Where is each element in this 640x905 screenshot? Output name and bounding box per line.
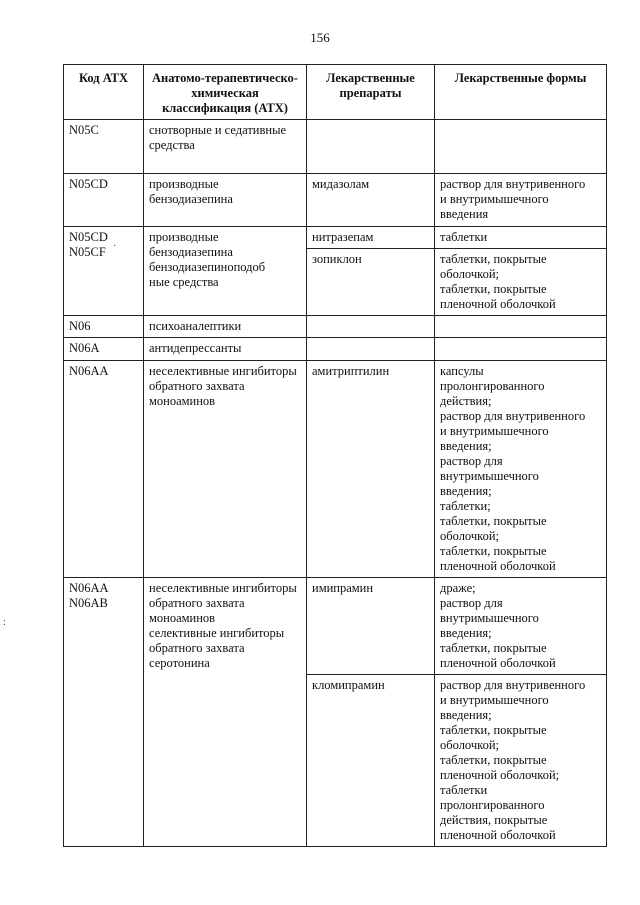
atx-classification-cell: неселективные ингибиторы обратного захвата моноаминов селективные ингибиторы обратного захвата серотонина	[144, 578, 307, 847]
atx-classification-cell: неселективные ингибиторы обратного захвата моноаминов	[144, 361, 307, 578]
atx-code-cell: N06AA N06AB	[64, 578, 144, 847]
drug-cell	[307, 338, 435, 361]
dosage-form-cell	[435, 338, 607, 361]
margin-mark: ·	[113, 241, 117, 252]
drug-cell: кломипрамин	[307, 675, 435, 847]
dosage-form-cell: таблетки	[435, 227, 607, 249]
drug-cell	[307, 120, 435, 174]
atx-code-cell: N06AA	[64, 361, 144, 578]
atx-code-cell: N05C	[64, 120, 144, 174]
header-atx-classification: Анатомо-терапевтическо- химическая классификация (АТХ)	[144, 65, 307, 120]
dosage-form-cell: драже; раствор для внутримышечного введения; таблетки, покрытые пленочной оболочкой	[435, 578, 607, 675]
dosage-form-cell	[435, 120, 607, 174]
drug-cell	[307, 316, 435, 338]
table-row	[64, 227, 607, 249]
atx-classification-table	[63, 64, 607, 847]
atx-classification-cell: снотворные и седативные средства	[144, 120, 307, 174]
atx-classification-cell: антидепрессанты	[144, 338, 307, 361]
atx-code-cell: N06A	[64, 338, 144, 361]
atx-code-cell: N05CD N05CF	[64, 227, 144, 316]
drug-cell: имипрамин	[307, 578, 435, 675]
table-row	[64, 316, 607, 338]
atx-classification-cell: психоаналептики	[144, 316, 307, 338]
atx-code-cell: N06	[64, 316, 144, 338]
dosage-form-cell	[435, 316, 607, 338]
margin-mark: :	[3, 617, 6, 628]
table-row	[64, 174, 607, 227]
drug-cell: мидазолам	[307, 174, 435, 227]
dosage-form-cell: раствор для внутривенного и внутримышечного введения; таблетки, покрытые оболочкой; таблетки, покрытые пленочной оболочкой; таблетки пролонгированного действия, покрытые пленочной оболочкой	[435, 675, 607, 847]
atx-code-cell: N05CD	[64, 174, 144, 227]
atx-classification-cell: производные бензодиазепина	[144, 174, 307, 227]
table-row	[64, 578, 607, 675]
header-atx-code: Код АТХ	[64, 65, 144, 120]
table-header-row	[64, 65, 607, 120]
header-dosage-forms: Лекарственные формы	[435, 65, 607, 120]
page-number: 156	[310, 30, 330, 45]
atx-classification-cell: производные бензодиазепина бензодиазепиноподоб ные средства	[144, 227, 307, 316]
dosage-form-cell: таблетки, покрытые оболочкой; таблетки, покрытые пленочной оболочкой	[435, 249, 607, 316]
dosage-form-cell: капсулы пролонгированного действия; раствор для внутривенного и внутримышечного введения; раствор для внутримышечного введения; таблетки; таблетки, покрытые оболочкой; таблетки, покрытые пленочной оболочкой	[435, 361, 607, 578]
dosage-form-cell: раствор для внутривенного и внутримышечного введения	[435, 174, 607, 227]
drug-cell: зопиклон	[307, 249, 435, 316]
table-row	[64, 361, 607, 578]
header-drugs: Лекарственные препараты	[307, 65, 435, 120]
drug-cell: амитриптилин	[307, 361, 435, 578]
table-row	[64, 338, 607, 361]
table-row	[64, 120, 607, 174]
drug-cell: нитразепам	[307, 227, 435, 249]
